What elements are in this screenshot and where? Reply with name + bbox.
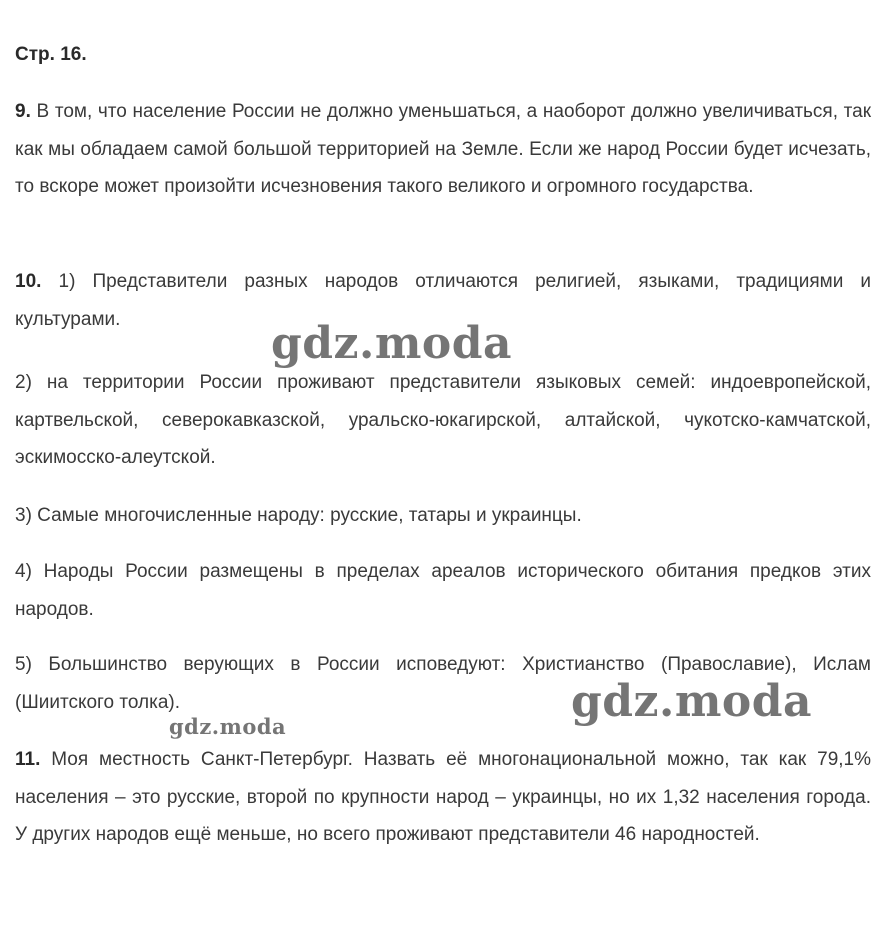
answer-9 xyxy=(15,93,871,206)
answer-text: Моя местность Санкт-Петербург. Назвать её многонациональной можно, так как 79,1% населения – это русские, второй по крупности народ – украинцы, но их 1,32 населения города. У других народов ещё меньше, но всего проживают представители 46 народностей. xyxy=(15,749,871,845)
answer-text: В том, что население России не должно уменьшаться, а наоборот должно увеличиваться, так как мы обладаем самой большой территорией на Земле. Если же народ России будет исчезать, то вскоре может произойти исчезновения такого великого и огромного государства. xyxy=(15,101,872,197)
watermark-logo: gdz.moda xyxy=(571,676,813,727)
answer-text: 1) Представители разных народов отличаются религией, языками, традициями и культурами. xyxy=(15,271,871,330)
answer-number: 9. xyxy=(15,101,31,122)
answer-text: 5) Большинство верующих в России исповедуют: Христианство (Православие), Ислам (Шиитского толка). xyxy=(15,654,871,713)
answer-text: 3) Самые многочисленные народу: русские, татары и украинцы. xyxy=(15,505,582,526)
answer-text: 2) на территории России проживают представители языковых семей: индоевропейской, картвельской, северокавказской, уральско-юкагирской, алтайской, чукотско-камчатской, эскимосско-алеутской. xyxy=(15,372,871,468)
answer-11 xyxy=(15,741,871,854)
answer-text: 4) Народы России размещены в пределах ареалов исторического обитания предков этих народов. xyxy=(15,561,871,620)
answer-number: 11. xyxy=(15,749,41,770)
answer-number: 10. xyxy=(15,271,42,292)
page-title: Стр. 16. xyxy=(15,44,87,65)
answer-10-item-4 xyxy=(15,553,871,628)
answer-10-item-3 xyxy=(15,497,871,535)
answer-10-item-2 xyxy=(15,364,871,477)
watermark-logo: gdz.moda xyxy=(271,318,513,369)
watermark-logo-small: gdz.moda xyxy=(169,714,287,739)
